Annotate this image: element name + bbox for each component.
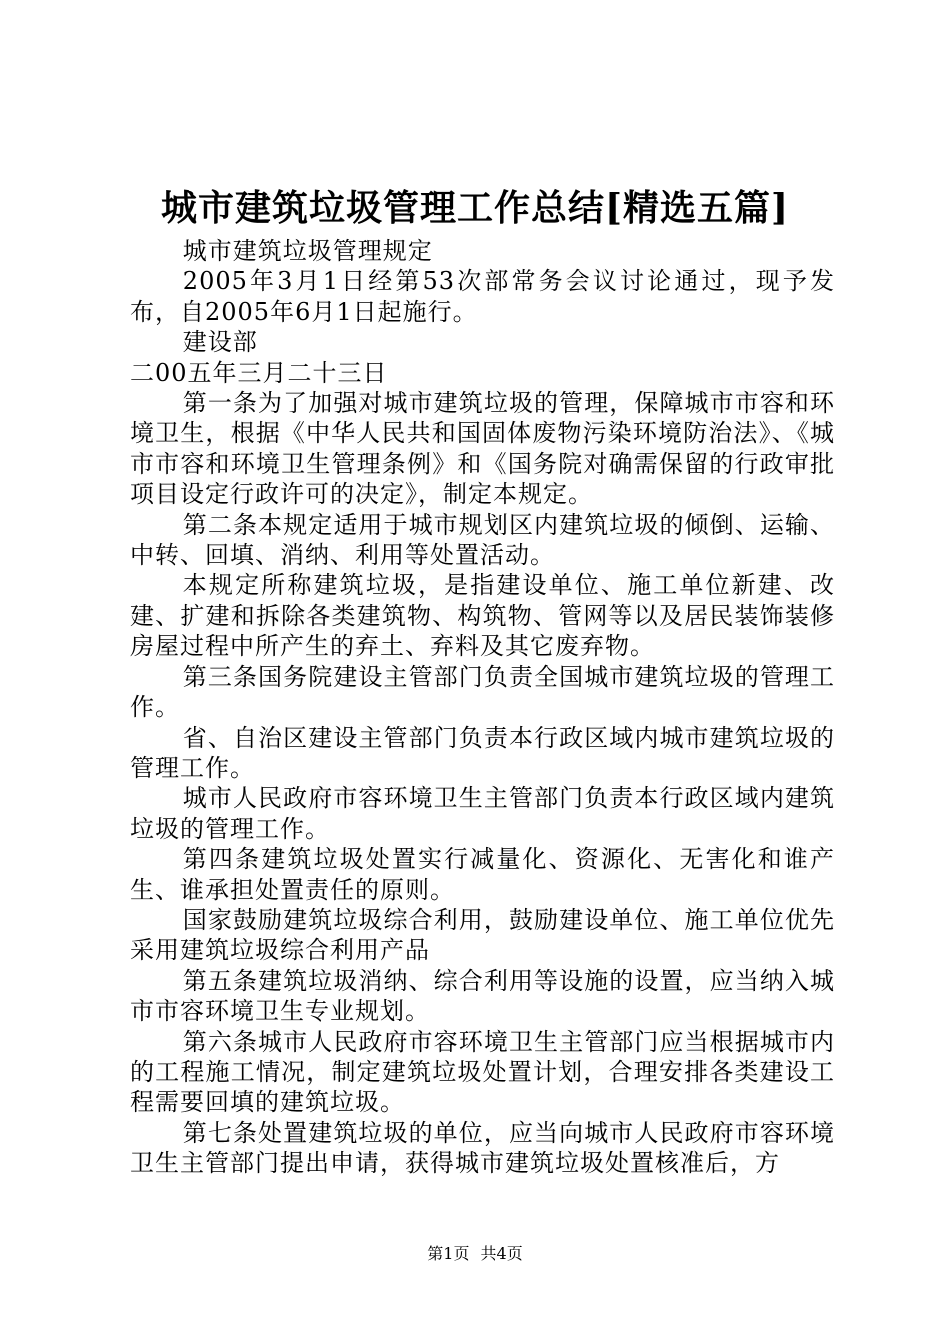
page-total: 共4页 [480, 1244, 523, 1263]
paragraph-article-6: 第六条城市人民政府市容环境卫生主管部门应当根据城市内的工程施工情况，制定建筑垃圾处置计划，合理安排各类建设工程需要回填的建筑垃圾。 [130, 1027, 835, 1117]
paragraph-date: 二00五年三月二十三日 [130, 358, 388, 387]
page-footer [0, 1242, 950, 1266]
paragraph-city: 城市人民政府市容环境卫生主管部门负责本行政区域内建筑垃圾的管理工作。 [130, 784, 835, 843]
paragraph-issuer: 建设部 [182, 328, 258, 357]
paragraph-subtitle: 城市建筑垃圾管理规定 [182, 237, 433, 265]
paragraph-article-4: 第四条建筑垃圾处置实行减量化、资源化、无害化和谁产生、谁承担处置责任的原则。 [130, 845, 835, 904]
paragraph-provincial: 省、自治区建设主管部门负责本行政区域内城市建筑垃圾的管理工作。 [130, 723, 835, 782]
page-number: 第1页 [427, 1244, 470, 1263]
document-body [130, 236, 835, 1179]
paragraph-article-1: 第一条为了加强对城市建筑垃圾的管理，保障城市市容和环境卫生，根据《中华人民共和国固体废物污染环境防治法》、《城市市容和环境卫生管理条例》和《国务院对确需保留的行政审批项目设定行政许可的决定》，制定本规定。 [130, 389, 835, 509]
paragraph-adoption: 2005年3月1日经第53次部常务会议讨论通过，现予发布，自2005年6月1日起施行。 [130, 267, 835, 326]
paragraph-article-2: 第二条本规定适用于城市规划区内建筑垃圾的倾倒、运输、中转、回填、消纳、利用等处置活动。 [130, 510, 835, 570]
paragraph-article-5: 第五条建筑垃圾消纳、综合利用等设施的设置，应当纳入城市市容环境卫生专业规划。 [130, 966, 835, 1026]
paragraph-definition: 本规定所称建筑垃圾，是指建设单位、施工单位新建、改建、扩建和拆除各类建筑物、构筑物、管网等以及居民装饰装修房屋过程中所产生的弃土、弃料及其它废弃物。 [130, 571, 835, 661]
paragraph-encourage: 国家鼓励建筑垃圾综合利用，鼓励建设单位、施工单位优先采用建筑垃圾综合利用产品 [130, 905, 835, 965]
paragraph-article-7: 第七条处置建筑垃圾的单位，应当向城市人民政府市容环境卫生主管部门提出申请，获得城市建筑垃圾处置核准后，方 [130, 1118, 835, 1178]
paragraph-article-3: 第三条国务院建设主管部门负责全国城市建筑垃圾的管理工作。 [130, 662, 835, 722]
document-title: 城市建筑垃圾管理工作总结[精选五篇] [160, 187, 790, 229]
